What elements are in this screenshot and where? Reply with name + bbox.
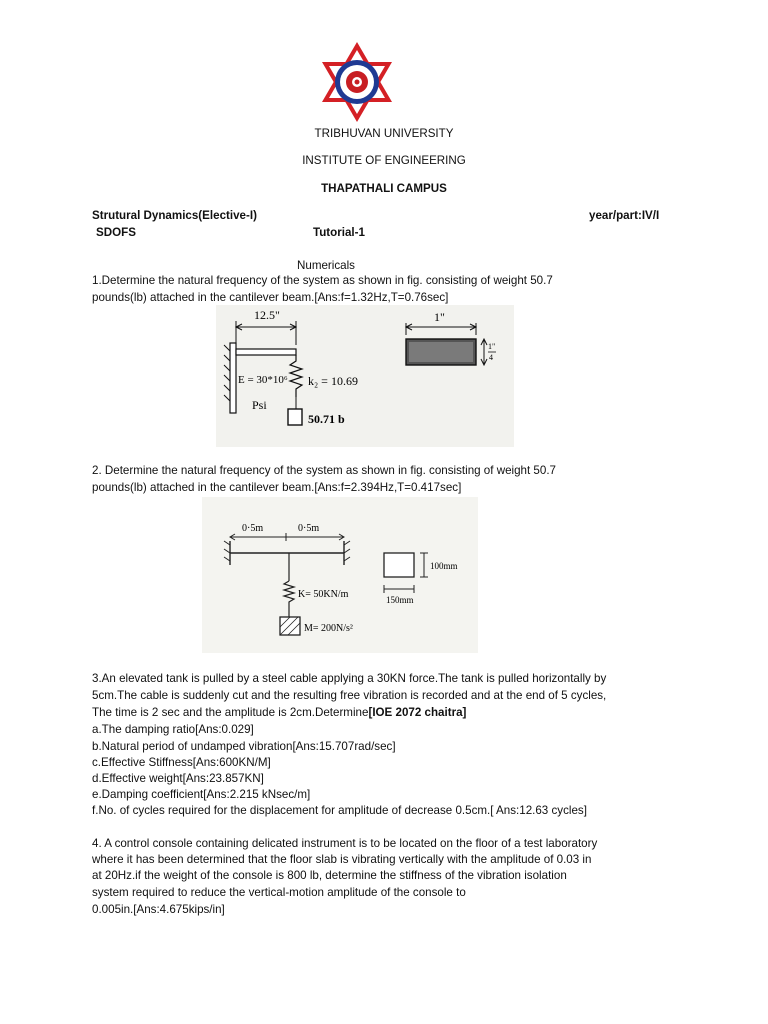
q1-span-label: 12.5" <box>254 308 280 322</box>
q2-figure <box>202 497 478 653</box>
q2-span-left-label: 0·5m <box>242 523 264 534</box>
q4-line-3: at 20Hz.if the weight of the console is 800 lb, determine the stiffness of the vibration isolation <box>92 869 567 882</box>
q2-spring-label: K= 50KN/m <box>298 589 349 600</box>
q1-psi-label: Psi <box>252 398 267 412</box>
q1-figure <box>216 305 514 447</box>
year-part: year/part:IV/I <box>589 209 660 222</box>
q3-item-d: d.Effective weight[Ans:23.857KN] <box>92 772 264 785</box>
q4-line-1: 4. A control console containing delicated instrument is to be located on the floor of a test laboratory <box>92 837 598 850</box>
q2-width-label: 150mm <box>386 595 414 605</box>
section-title: Numericals <box>297 259 355 272</box>
q3-exam-reference: [IOE 2072 chaitra] <box>368 706 467 719</box>
q3-line-2: 5cm.The cable is suddenly cut and the resulting free vibration is recorded and at the end of 5 cycles, <box>92 689 607 702</box>
q4-line-4: system required to reduce the vertical-motion amplitude of the console to <box>92 886 466 899</box>
q2-line-2: pounds(lb) attached in the cantilever beam.[Ans:f=2.394Hz,T=0.417sec] <box>92 481 462 494</box>
course-topic: SDOFS <box>96 226 136 239</box>
q3-item-a: a.The damping ratio[Ans:0.029] <box>92 723 254 736</box>
institute-name: INSTITUTE OF ENGINEERING <box>302 154 466 167</box>
q2-line-1: 2. Determine the natural frequency of the system as shown in fig. consisting of weight 50.7 <box>92 464 556 477</box>
q3-item-b: b.Natural period of undamped vibration[Ans:15.707rad/sec] <box>92 740 396 753</box>
q1-width-label: 1" <box>434 310 445 324</box>
q4-line-2: where it has been determined that the floor slab is vibrating vertically with the amplitude of 0.03 in <box>92 853 592 866</box>
q1-depth-label: 1" <box>488 342 496 351</box>
campus-name: THAPATHALI CAMPUS <box>321 182 447 195</box>
university-name: TRIBHUVAN UNIVERSITY <box>314 127 454 140</box>
q2-span-right-label: 0·5m <box>298 523 320 534</box>
q3-line-3-text: The time is 2 sec and the amplitude is 2cm.Determine <box>92 706 369 719</box>
q4-line-5: 0.005in.[Ans:4.675kips/in] <box>92 903 225 916</box>
q3-line-1: 3.An elevated tank is pulled by a steel cable applying a 30KN force.The tank is pulled horizontally by <box>92 672 607 685</box>
q3-item-c: c.Effective Stiffness[Ans:600KN/M] <box>92 756 271 769</box>
q2-height-label: 100mm <box>430 561 458 571</box>
q3-item-f: f.No. of cycles required for the displacement for amplitude of decrease 0.5cm.[ Ans:12.63 cycles] <box>92 804 587 817</box>
q1-line-1: 1.Determine the natural frequency of the system as shown in fig. consisting of weight 50.7 <box>92 274 553 287</box>
q1-depth-denominator: 4 <box>489 353 493 362</box>
q1-weight-label: 50.71 b <box>308 412 345 426</box>
university-logo <box>318 40 396 124</box>
tutorial-number: Tutorial-1 <box>313 226 365 239</box>
q1-modulus-label: E = 30*10⁶ <box>238 374 288 386</box>
q3-line-3 <box>92 705 466 721</box>
q3-item-e: e.Damping coefficient[Ans:2.215 kNsec/m] <box>92 788 311 801</box>
q2-mass-label: M= 200N/s² <box>304 623 353 634</box>
q1-spring-label: k₂ = 10.69 <box>308 374 358 388</box>
q1-line-2: pounds(lb) attached in the cantilever beam.[Ans:f=1.32Hz,T=0.76sec] <box>92 291 449 304</box>
course-name: Strutural Dynamics(Elective-I) <box>92 209 257 222</box>
